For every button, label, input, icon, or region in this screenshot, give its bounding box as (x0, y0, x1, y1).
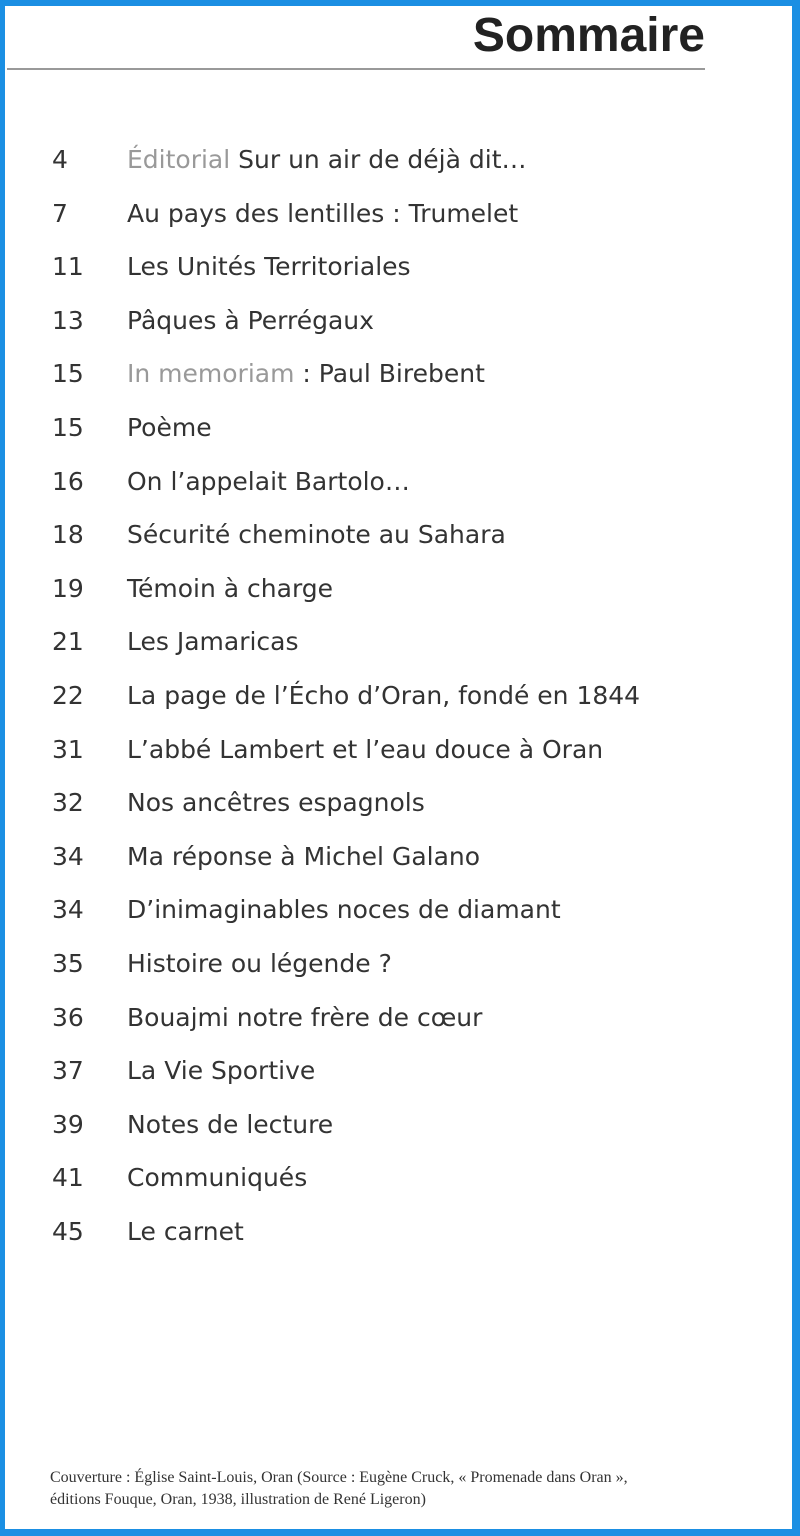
toc-page-number: 16 (52, 466, 84, 496)
toc-title (127, 944, 392, 984)
cover-caption-line-2: éditions Fouque, Oran, 1938, illustration de René Ligeron) (50, 1491, 426, 1508)
toc-page-number: 18 (52, 520, 84, 550)
toc-title (127, 301, 374, 341)
toc-title (127, 676, 640, 716)
toc-title (127, 140, 527, 180)
toc-title (127, 408, 212, 448)
toc-title (127, 194, 518, 234)
toc-title-text: Communiqués (127, 1163, 308, 1193)
title-rule (7, 68, 705, 70)
toc-title-text: Notes de lecture (127, 1109, 334, 1139)
toc-page-number: 19 (52, 573, 84, 603)
toc-page-number: 15 (52, 359, 84, 389)
toc-title-text: La Vie Sportive (127, 1056, 316, 1086)
toc-rubric: In memoriam (127, 359, 295, 389)
toc-page-number: 22 (52, 681, 84, 710)
toc-page-number: 32 (52, 788, 84, 818)
toc-title (127, 569, 333, 609)
toc-page-number: 11 (52, 252, 84, 282)
toc-title-text: L’abbé Lambert et l’eau douce à Oran (127, 734, 604, 764)
toc-title (127, 837, 480, 877)
toc-title (127, 462, 410, 502)
toc-page-number: 15 (52, 413, 84, 442)
toc-page-number: 34 (52, 895, 84, 925)
toc-page-number: 41 (52, 1163, 84, 1193)
toc-title-text: Témoin à charge (127, 573, 334, 603)
toc-title-text: Bouajmi notre frère de cœur (127, 1002, 483, 1032)
toc-title (127, 783, 425, 823)
toc-title-text: Sur un air de déjà dit… (230, 145, 527, 174)
toc-page-number: 39 (52, 1109, 84, 1139)
toc-title (127, 1212, 244, 1252)
toc-title-text: Nos ancêtres espagnols (127, 788, 425, 818)
toc-title-text: Histoire ou légende ? (127, 949, 392, 978)
toc-page-number: 4 (52, 145, 68, 174)
toc-page-number: 45 (52, 1217, 84, 1246)
toc-page-number: 35 (52, 949, 84, 978)
toc-title-text: Poème (127, 413, 212, 442)
toc-title (127, 515, 506, 555)
toc-title (127, 1158, 307, 1198)
toc-title-text: D’inimaginables noces de diamant (127, 895, 561, 925)
toc-title-text: Le carnet (127, 1217, 244, 1246)
toc-title (127, 730, 603, 770)
toc-title-text: Pâques à Perrégaux (127, 305, 374, 335)
toc-title-text: On l’appelait Bartolo… (127, 466, 410, 496)
toc-page-number: 37 (52, 1056, 84, 1086)
toc-title (127, 890, 561, 930)
cover-caption-line-1: Couverture : Église Saint-Louis, Oran (Source : Eugène Cruck, « Promenade dans Oran », (50, 1469, 628, 1486)
toc-title (127, 622, 299, 662)
toc-title (127, 354, 485, 394)
toc-title (127, 1051, 315, 1091)
page-title: Sommaire (472, 9, 705, 62)
toc-page-number: 31 (52, 734, 84, 764)
toc-title (127, 1105, 333, 1145)
toc-title-text: : Paul Birebent (294, 359, 485, 389)
toc-title-text: Ma réponse à Michel Galano (127, 841, 481, 871)
toc-title-text: Au pays des lentilles : Trumelet (127, 198, 519, 228)
toc-page-number: 7 (52, 198, 68, 228)
toc-title-text: Les Jamaricas (127, 627, 299, 657)
toc-page-number: 13 (52, 305, 84, 335)
toc-page-number: 34 (52, 841, 84, 871)
toc-title-text: Les Unités Territoriales (127, 252, 411, 282)
toc-title-text: La page de l’Écho d’Oran, fondé en 1844 (127, 681, 641, 710)
toc-title (127, 998, 482, 1038)
toc-rubric: Éditorial (127, 145, 231, 174)
toc-title (127, 247, 411, 287)
cover-caption (50, 1467, 770, 1511)
toc-page-number: 21 (52, 627, 84, 657)
toc-page-number: 36 (52, 1002, 84, 1032)
toc-title-text: Sécurité cheminote au Sahara (127, 520, 506, 550)
